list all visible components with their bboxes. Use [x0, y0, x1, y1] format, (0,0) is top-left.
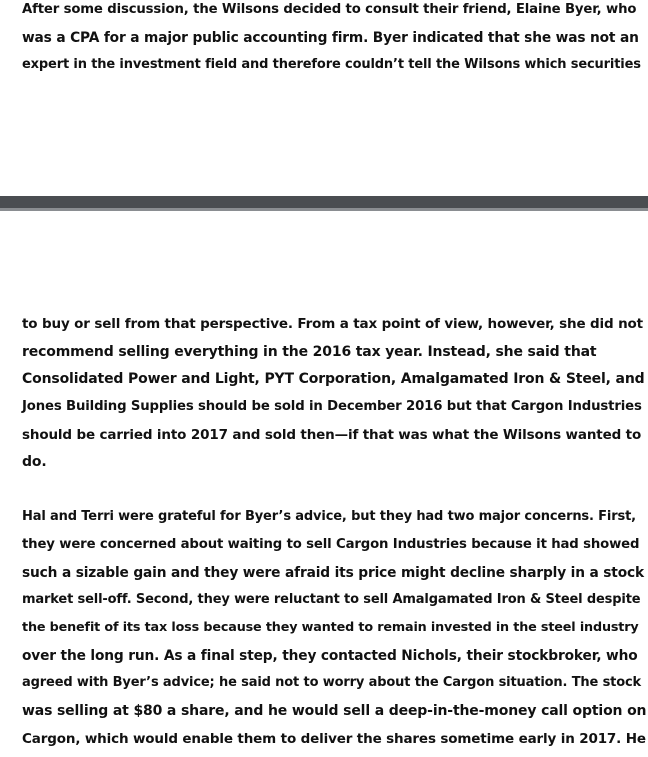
text-line: Cargon, which would enable them to deliver the shares sometime early in 2017. He — [22, 731, 646, 747]
text-line: over the long run. As a final step, they contacted Nichols, their stockbroker, who — [22, 648, 638, 664]
text-line: they were concerned about waiting to sell Cargon Industries because it had showed — [22, 537, 640, 552]
text-line: agreed with Byer’s advice; he said not to worry about the Cargon situation. The stock — [22, 675, 642, 690]
text-line: was a CPA for a major public accounting firm. Byer indicated that she was not an — [22, 30, 639, 46]
text-line: do. — [22, 454, 47, 470]
page-break-divider — [0, 196, 648, 212]
text-line: Jones Building Supplies should be sold in December 2016 but that Cargon Industries — [22, 399, 642, 414]
text-line: was selling at $80 a share, and he would sell a deep-in-the-money call option on — [22, 703, 647, 719]
text-line: to buy or sell from that perspective. From a tax point of view, however, she did not — [22, 316, 643, 332]
text-line: market sell-off. Second, they were reluctant to sell Amalgamated Iron & Steel despite — [22, 592, 641, 607]
text-line: such a sizable gain and they were afraid its price might decline sharply in a stock — [22, 565, 645, 581]
text-line: should be carried into 2017 and sold then—if that was what the Wilsons wanted to — [22, 427, 642, 443]
text-line: Consolidated Power and Light, PYT Corporation, Amalgamated Iron & Steel, and — [22, 371, 645, 387]
text-line: recommend selling everything in the 2016 tax year. Instead, she said that — [22, 344, 597, 360]
text-line: the benefit of its tax loss because they wanted to remain invested in the steel industry — [22, 620, 639, 635]
text-line: expert in the investment field and therefore couldn’t tell the Wilsons which securities — [22, 57, 641, 72]
text-line: Hal and Terri were grateful for Byer’s advice, but they had two major concerns. First, — [22, 509, 636, 524]
page-break-bar — [0, 196, 648, 208]
text-line: After some discussion, the Wilsons decided to consult their friend, Elaine Byer, who — [22, 2, 637, 17]
page-break-shadow — [0, 208, 648, 211]
